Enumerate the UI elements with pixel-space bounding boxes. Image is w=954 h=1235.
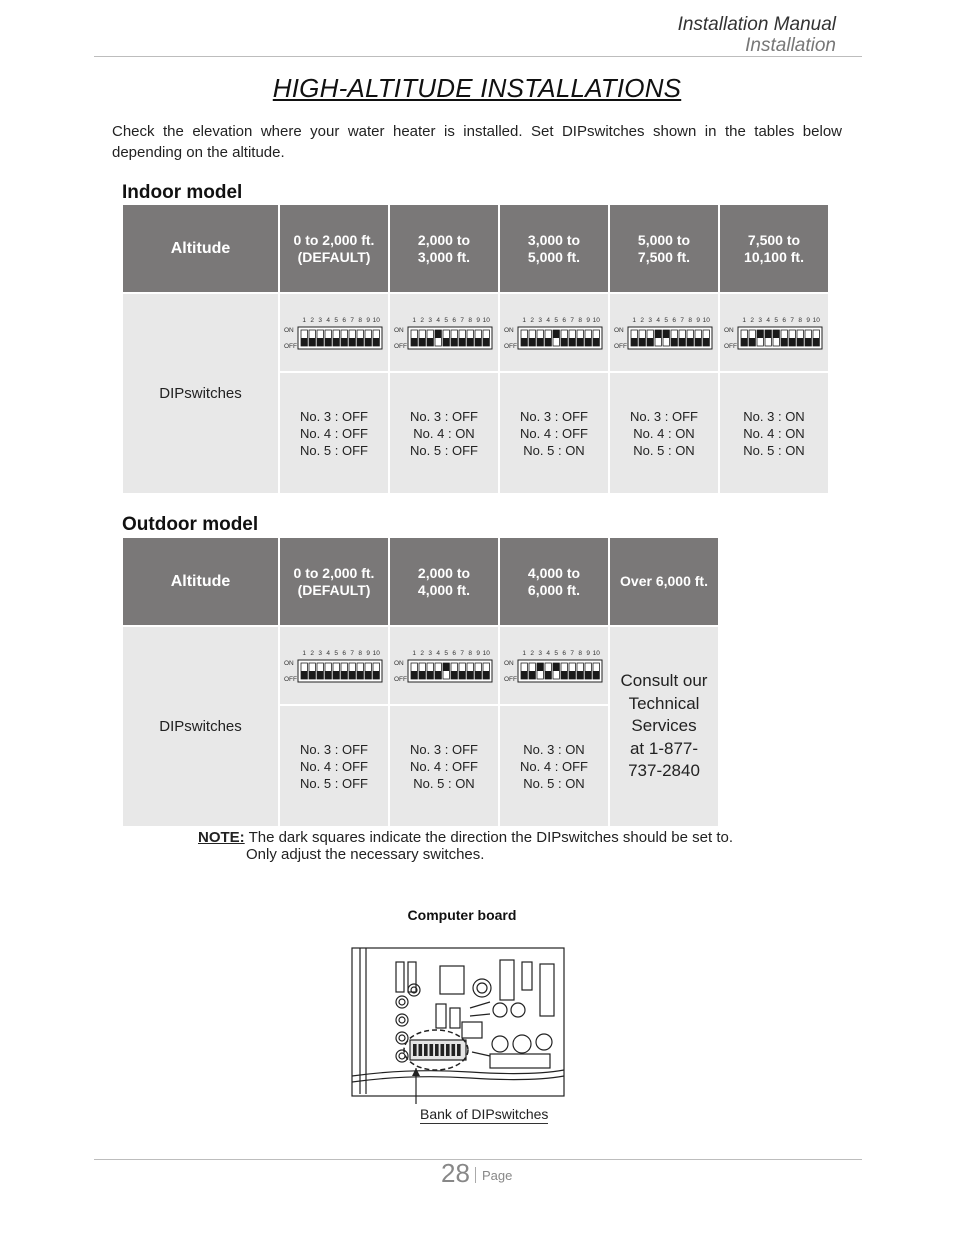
switch-off <box>309 671 315 679</box>
switch-number: 3 <box>538 316 543 324</box>
off-label: OFF <box>284 342 297 350</box>
altitude-line2: 6,000 ft. <box>527 581 581 598</box>
dipswitch-diagram <box>282 315 386 351</box>
switch-settings <box>500 706 608 826</box>
setting-line: No. 5 : ON <box>523 775 585 791</box>
switch-off <box>357 338 363 346</box>
switch-on <box>757 330 763 338</box>
switch-number: 3 <box>428 649 433 657</box>
switch-number: 5 <box>334 649 339 657</box>
switch-settings <box>390 706 498 826</box>
switch-on <box>765 330 771 338</box>
switch-number: 5 <box>554 316 559 324</box>
switch-on <box>443 663 449 671</box>
switch-number: 4 <box>326 649 331 657</box>
switch-off <box>365 338 371 346</box>
altitude-line1: 5,000 to <box>637 231 691 248</box>
altitude-line1: 4,000 to <box>527 564 581 581</box>
switch-number: 6 <box>452 649 457 657</box>
consult-line: Technical <box>628 693 700 713</box>
switch-on <box>435 330 441 338</box>
switch-off <box>577 671 583 679</box>
switch-off <box>301 671 307 679</box>
switch-number: 4 <box>656 316 661 324</box>
setting-line: No. 4 : OFF <box>300 758 368 774</box>
switch-off <box>521 338 527 346</box>
switch-on <box>537 663 543 671</box>
switch-number: 5 <box>334 316 339 324</box>
switch-off <box>349 671 355 679</box>
switch-settings <box>280 373 388 493</box>
switch-number: 3 <box>428 316 433 324</box>
switch-number: 8 <box>358 649 363 657</box>
switch-off <box>301 338 307 346</box>
switch-off <box>639 338 645 346</box>
switch-off <box>467 671 473 679</box>
altitude-line2: (DEFAULT) <box>297 248 371 265</box>
setting-line: No. 5 : ON <box>743 442 805 458</box>
altitude-label: Altitude <box>123 538 278 625</box>
switch-off <box>475 338 481 346</box>
indoor-heading: Indoor model <box>122 182 243 203</box>
setting-line: No. 3 : OFF <box>410 408 478 424</box>
dipswitch-cell <box>610 294 718 371</box>
switch-number: 7 <box>350 316 355 324</box>
switch-on <box>773 330 779 338</box>
page-separator <box>475 1167 476 1183</box>
switch-off <box>365 671 371 679</box>
setting-line: No. 3 : ON <box>523 741 585 757</box>
dipswitch-cell <box>390 294 498 371</box>
switch-off <box>483 338 489 346</box>
switch-number: 2 <box>420 649 425 657</box>
switch-settings <box>610 373 718 493</box>
footer-divider <box>94 1159 862 1160</box>
switch-number: 8 <box>358 316 363 324</box>
on-label: ON <box>724 326 734 334</box>
switch-off <box>411 671 417 679</box>
intro-paragraph: Check the elevation where your water heater is installed. Set DIPswitches shown in the tables below depending on the altitude. <box>112 123 842 161</box>
switch-off <box>443 338 449 346</box>
switch-off <box>333 338 339 346</box>
note-line2: Only adjust the necessary switches. <box>246 846 485 863</box>
switch-number: 4 <box>766 316 771 324</box>
switch-off <box>529 338 535 346</box>
off-label: OFF <box>504 342 517 350</box>
switch-number: 5 <box>554 649 559 657</box>
altitude-line2: 3,000 ft. <box>417 248 471 265</box>
altitude-header <box>500 205 608 292</box>
switch-off <box>593 338 599 346</box>
dipswitch-diagram <box>502 315 606 351</box>
switch-number: 2 <box>310 316 315 324</box>
setting-line: No. 3 : OFF <box>630 408 698 424</box>
altitude-line1: 3,000 to <box>527 231 581 248</box>
switch-number: 7 <box>460 649 465 657</box>
header-divider <box>94 56 862 57</box>
manual-title: Installation Manual <box>677 14 836 35</box>
switch-off <box>373 338 379 346</box>
switch-number: 4 <box>436 316 441 324</box>
off-label: OFF <box>614 342 627 350</box>
switch-number: 6 <box>562 649 567 657</box>
switch-off <box>451 671 457 679</box>
switch-number: 1 <box>742 316 747 324</box>
switch-number: 7 <box>790 316 795 324</box>
switch-off <box>325 338 331 346</box>
switch-off <box>475 671 481 679</box>
switch-number: 10 <box>372 316 380 324</box>
altitude-header: Over 6,000 ft. <box>610 538 718 625</box>
on-label: ON <box>504 659 514 667</box>
off-label: OFF <box>394 675 407 683</box>
setting-line: No. 5 : ON <box>523 442 585 458</box>
switch-number: 1 <box>522 316 527 324</box>
switch-number: 6 <box>782 316 787 324</box>
dipswitch-diagram <box>392 315 496 351</box>
dipswitch-diagram <box>502 648 606 684</box>
switch-off <box>309 338 315 346</box>
altitude-line2: 4,000 ft. <box>417 581 471 598</box>
switch-number: 1 <box>302 316 307 324</box>
indoor-switch-row <box>123 294 828 371</box>
on-label: ON <box>284 659 294 667</box>
switch-on <box>553 663 559 671</box>
switch-off <box>569 671 575 679</box>
altitude-header <box>390 205 498 292</box>
switch-number: 8 <box>578 649 583 657</box>
altitude-line2: (DEFAULT) <box>297 581 371 598</box>
altitude-line2: 7,500 ft. <box>637 248 691 265</box>
setting-line: No. 5 : OFF <box>410 442 478 458</box>
altitude-header <box>280 538 388 625</box>
switch-off <box>703 338 709 346</box>
switch-number: 1 <box>412 316 417 324</box>
switch-number: 9 <box>476 649 481 657</box>
switch-number: 9 <box>586 649 591 657</box>
on-label: ON <box>394 326 404 334</box>
off-label: OFF <box>394 342 407 350</box>
setting-line: No. 5 : ON <box>633 442 695 458</box>
note-label: NOTE: <box>198 829 245 846</box>
switch-number: 8 <box>688 316 693 324</box>
switch-off <box>317 338 323 346</box>
switch-off <box>577 338 583 346</box>
switch-number: 9 <box>696 316 701 324</box>
note <box>198 829 733 863</box>
on-label: ON <box>504 326 514 334</box>
switch-off <box>741 338 747 346</box>
switch-on <box>553 330 559 338</box>
switch-off <box>349 338 355 346</box>
switch-off <box>341 338 347 346</box>
switch-off <box>483 671 489 679</box>
switch-off <box>695 338 701 346</box>
switch-off <box>521 671 527 679</box>
setting-line: No. 4 : ON <box>413 425 475 441</box>
switch-number: 6 <box>452 316 457 324</box>
switch-off <box>545 671 551 679</box>
switch-off <box>671 338 677 346</box>
altitude-line1: 0 to 2,000 ft. <box>293 231 375 248</box>
switch-off <box>325 671 331 679</box>
switch-off <box>419 671 425 679</box>
outdoor-heading: Outdoor model <box>122 514 259 535</box>
altitude-line1: 0 to 2,000 ft. <box>293 564 375 581</box>
switch-number: 2 <box>640 316 645 324</box>
on-label: ON <box>614 326 624 334</box>
dipswitch-diagram <box>612 315 716 351</box>
switch-off <box>451 338 457 346</box>
on-label: ON <box>284 326 294 334</box>
dipswitch-cell <box>500 294 608 371</box>
setting-line: No. 4 : OFF <box>300 425 368 441</box>
switch-off <box>569 338 575 346</box>
switch-off <box>679 338 685 346</box>
switch-number: 9 <box>806 316 811 324</box>
page-label: Page <box>482 1168 513 1183</box>
switch-on <box>655 330 661 338</box>
setting-line: No. 5 : OFF <box>300 442 368 458</box>
switch-number: 4 <box>436 649 441 657</box>
switch-number: 5 <box>444 316 449 324</box>
switch-settings <box>390 373 498 493</box>
switch-off <box>585 671 591 679</box>
switch-number: 6 <box>342 316 347 324</box>
switch-number: 3 <box>318 649 323 657</box>
computer-board-illustration <box>350 944 570 1104</box>
dipswitch-diagram <box>392 648 496 684</box>
switch-number: 8 <box>578 316 583 324</box>
switch-off <box>749 338 755 346</box>
page-title: HIGH-ALTITUDE INSTALLATIONS <box>272 73 682 103</box>
setting-line: No. 3 : OFF <box>520 408 588 424</box>
dipswitches-label: DIPswitches <box>123 627 278 826</box>
switch-off <box>459 338 465 346</box>
setting-line: No. 4 : ON <box>743 425 805 441</box>
switch-off <box>317 671 323 679</box>
switch-number: 6 <box>672 316 677 324</box>
switch-number: 4 <box>326 316 331 324</box>
switch-off <box>333 671 339 679</box>
switch-number: 7 <box>680 316 685 324</box>
switch-number: 2 <box>750 316 755 324</box>
switch-number: 2 <box>420 316 425 324</box>
setting-line: No. 4 : ON <box>633 425 695 441</box>
switch-number: 10 <box>592 649 600 657</box>
board-caption: Computer board <box>407 907 517 923</box>
switch-number: 10 <box>482 316 490 324</box>
switch-number: 10 <box>482 649 490 657</box>
switch-number: 1 <box>632 316 637 324</box>
switch-off <box>805 338 811 346</box>
switch-off <box>585 338 591 346</box>
switch-number: 7 <box>350 649 355 657</box>
altitude-header <box>280 205 388 292</box>
altitude-header <box>720 205 828 292</box>
switch-settings <box>500 373 608 493</box>
switch-number: 9 <box>366 316 371 324</box>
switch-number: 4 <box>546 316 551 324</box>
switch-number: 10 <box>702 316 710 324</box>
switch-number: 6 <box>342 649 347 657</box>
dipswitch-cell <box>280 627 388 704</box>
switch-off <box>647 338 653 346</box>
dipswitches-label: DIPswitches <box>123 294 278 493</box>
off-label: OFF <box>284 675 297 683</box>
consult-line: at 1-877- <box>629 738 699 758</box>
switch-number: 10 <box>592 316 600 324</box>
altitude-line1: 7,500 to <box>747 231 801 248</box>
switch-number: 6 <box>562 316 567 324</box>
dipswitch-bank-callout: Bank of DIPswitches <box>420 1106 549 1122</box>
switch-on <box>663 330 669 338</box>
switch-number: 2 <box>530 316 535 324</box>
dipswitch-diagram <box>722 315 826 351</box>
switch-settings <box>280 706 388 826</box>
dipswitch-cell <box>280 294 388 371</box>
switch-number: 2 <box>310 649 315 657</box>
switch-number: 3 <box>648 316 653 324</box>
dipswitch-cell <box>390 627 498 704</box>
switch-number: 10 <box>372 649 380 657</box>
altitude-line2: 10,100 ft. <box>744 248 804 265</box>
switch-settings <box>720 373 828 493</box>
setting-line: No. 4 : OFF <box>410 758 478 774</box>
switch-number: 9 <box>366 649 371 657</box>
dipswitch-cell <box>720 294 828 371</box>
consult-line: Services <box>631 716 697 736</box>
switch-off <box>813 338 819 346</box>
switch-off <box>419 338 425 346</box>
switch-off <box>341 671 347 679</box>
consult-services <box>610 627 718 826</box>
switch-number: 9 <box>586 316 591 324</box>
off-label: OFF <box>504 675 517 683</box>
switch-number: 3 <box>758 316 763 324</box>
setting-line: No. 5 : OFF <box>300 775 368 791</box>
off-label: OFF <box>724 342 737 350</box>
switch-number: 7 <box>570 649 575 657</box>
indoor-header-row <box>123 205 828 292</box>
altitude-header <box>390 538 498 625</box>
switch-number: 9 <box>476 316 481 324</box>
outdoor-header-row <box>123 538 718 625</box>
switch-off <box>537 338 543 346</box>
switch-off <box>687 338 693 346</box>
switch-number: 5 <box>444 649 449 657</box>
on-label: ON <box>394 659 404 667</box>
setting-line: No. 3 : OFF <box>410 741 478 757</box>
consult-phone: 737-2840 <box>628 761 700 781</box>
switch-number: 8 <box>798 316 803 324</box>
switch-number: 4 <box>546 649 551 657</box>
dipswitch-diagram <box>282 648 386 684</box>
setting-line: No. 3 : OFF <box>300 408 368 424</box>
consult-line: Consult our <box>620 671 708 691</box>
switch-off <box>593 671 599 679</box>
outdoor-table <box>121 536 720 828</box>
altitude-line2: 5,000 ft. <box>527 248 581 265</box>
setting-line: No. 5 : ON <box>413 775 475 791</box>
altitude-line1: 2,000 to <box>417 564 471 581</box>
switch-off <box>789 338 795 346</box>
setting-line: No. 4 : OFF <box>520 758 588 774</box>
switch-number: 3 <box>538 649 543 657</box>
switch-off <box>561 671 567 679</box>
switch-number: 1 <box>412 649 417 657</box>
switch-off <box>561 338 567 346</box>
switch-number: 5 <box>774 316 779 324</box>
switch-number: 3 <box>318 316 323 324</box>
switch-off <box>545 338 551 346</box>
switch-number: 5 <box>664 316 669 324</box>
switch-off <box>467 338 473 346</box>
switch-number: 7 <box>460 316 465 324</box>
switch-off <box>411 338 417 346</box>
switch-number: 8 <box>468 649 473 657</box>
switch-number: 1 <box>302 649 307 657</box>
switch-number: 7 <box>570 316 575 324</box>
switch-off <box>427 338 433 346</box>
indoor-table <box>121 203 830 495</box>
page-number: 28 <box>441 1158 470 1188</box>
dipswitch-cell <box>500 627 608 704</box>
switch-off <box>797 338 803 346</box>
switch-off <box>427 671 433 679</box>
altitude-label: Altitude <box>123 205 278 292</box>
switch-off <box>529 671 535 679</box>
setting-line: No. 4 : OFF <box>520 425 588 441</box>
switch-off <box>357 671 363 679</box>
setting-line: No. 3 : ON <box>743 408 805 424</box>
switch-off <box>373 671 379 679</box>
switch-off <box>459 671 465 679</box>
setting-line: No. 3 : OFF <box>300 741 368 757</box>
note-line1: The dark squares indicate the direction the DIPswitches should be set to. <box>248 829 734 846</box>
switch-off <box>631 338 637 346</box>
outdoor-switch-row <box>123 627 718 704</box>
switch-number: 1 <box>522 649 527 657</box>
altitude-header <box>500 538 608 625</box>
switch-number: 2 <box>530 649 535 657</box>
section-name: Installation <box>745 35 836 56</box>
switch-off <box>435 671 441 679</box>
altitude-header <box>610 205 718 292</box>
altitude-line1: 2,000 to <box>417 231 471 248</box>
switch-number: 10 <box>812 316 820 324</box>
switch-off <box>781 338 787 346</box>
switch-number: 8 <box>468 316 473 324</box>
